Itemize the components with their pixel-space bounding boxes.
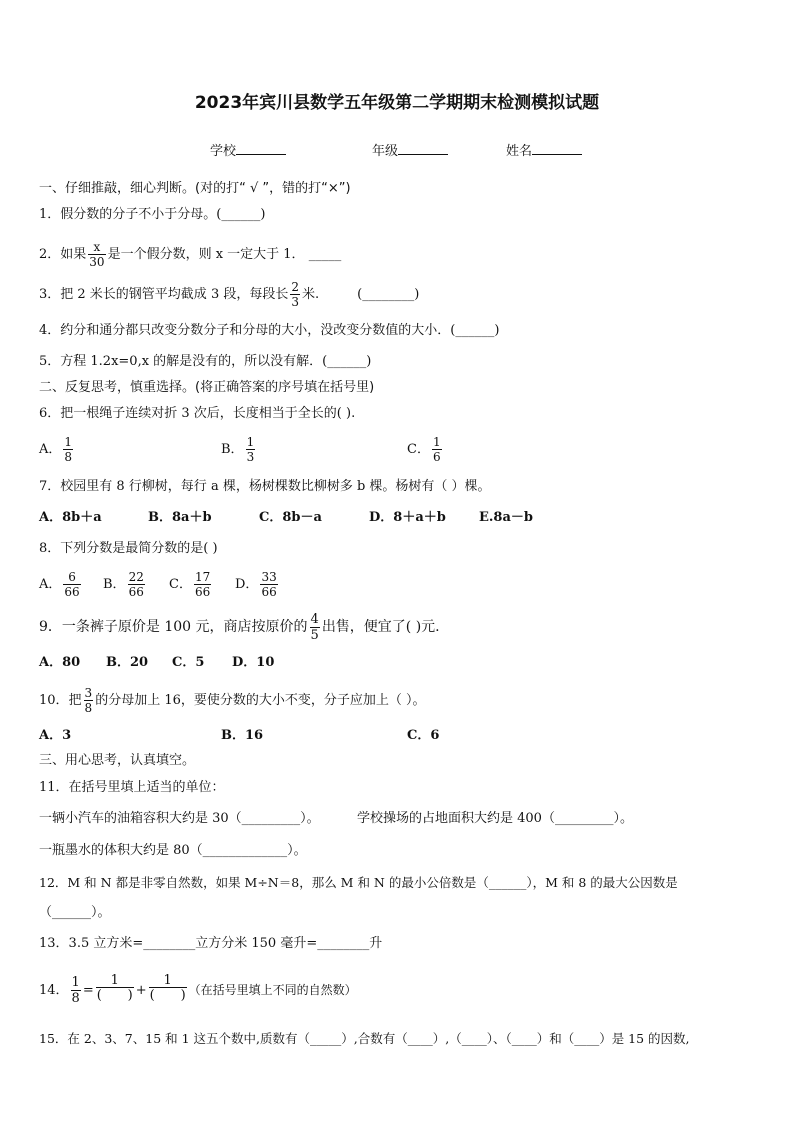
q3-fraction [290,281,300,308]
question-10 [39,684,426,718]
q11-line-2: 一瓶墨水的体积大约是 80（_____________）。 [39,843,307,858]
question-15: 15．在 2、3、7、15 和 1 这五个数中,质数有（_____）,合数有（____）,（____）、（____）和（____）是 15 的因数, [39,1031,690,1046]
q8-c-den: 66 [194,585,211,599]
q8-b-den: 66 [128,585,144,599]
q6-option-c[interactable] [407,433,444,467]
q9-denominator: 5 [310,627,319,643]
q7-option-c[interactable]: C．8b－a [259,510,322,525]
q14-f2-num: 1 [149,974,187,988]
q8-option-d-fraction [260,571,277,598]
q8-c-num: 17 [194,570,211,584]
question-7: 7．校园里有 8 行柳树，每行 a 棵，杨树棵数比柳树多 b 棵。杨树有（ ）棵。 [39,479,491,494]
q14-plus: + [135,983,147,998]
q11-line-1b: 学校操场的占地面积大约是 400（_________）。 [357,811,633,826]
q10-denominator: 8 [84,701,93,715]
school-blank[interactable] [236,142,286,155]
q2-denominator: 30 [89,255,105,269]
q6-option-a-label: A． [39,442,62,457]
q10-option-b[interactable]: B．16 [221,728,264,743]
q3-post: 米. [301,287,320,302]
q14-f1-num: 1 [96,974,134,988]
question-4: 4．约分和通分都只改变分数分子和分母的大小，没改变分数值的大小．(______) [39,323,500,338]
q8-a-num: 6 [63,571,80,585]
q14-fraction-blank-2 [149,974,187,1007]
question-8: 8．下列分数是最简分数的是( ) [39,541,218,556]
q8-option-c[interactable] [169,568,213,602]
q7-option-e[interactable]: E.8a－b [479,510,533,525]
q14-f2-den[interactable] [149,988,187,1007]
q14-f2-paren[interactable] [150,989,186,1007]
q9-option-b[interactable]: B．20 [106,655,149,670]
q10-numerator: 3 [84,686,93,700]
q2-fraction [88,241,105,268]
q8-option-a-label: A． [39,577,62,592]
q6-option-b[interactable] [221,433,257,467]
q10-option-c[interactable]: C．6 [407,728,440,743]
q9-option-c[interactable]: C．5 [172,655,205,670]
q2-pre: 2．如果 [39,247,87,262]
q8-b-num: 22 [128,570,144,584]
section-2-heading: 二、反复思考，慎重选择。(将正确答案的序号填在括号里) [39,380,375,395]
name-field[interactable] [506,140,582,159]
q14-f1-den[interactable] [96,988,134,1007]
q14-denominator: 8 [71,991,80,1006]
q9-pre: 9．一条裤子原价是 100 元，商店按原价的 [39,619,308,635]
q8-option-d-label: D． [235,577,259,592]
question-3 [39,278,419,312]
q2-numerator: x [88,241,105,255]
page-title: 2023年宾川县数学五年级第二学期期末检测模拟试题 [194,93,600,113]
grade-blank[interactable] [398,142,448,155]
q6-option-c-label: C． [407,442,430,457]
q3-numerator: 2 [291,280,299,294]
q8-option-a[interactable] [39,568,83,602]
q3-denominator: 3 [291,295,299,309]
q8-d-num: 33 [261,570,277,584]
grade-field[interactable] [372,140,448,159]
q12-line-2: （______）。 [39,905,111,920]
grade-label: 年级 [372,144,399,159]
q8-a-den: 66 [64,585,80,599]
q10-post: 的分母加上 16，要使分数的大小不变，分子应加上（ ）。 [95,693,426,708]
q8-option-b[interactable] [103,568,147,602]
q11-line-1a: 一辆小汽车的油箱容积大约是 30（_________）。 [39,811,320,826]
section-1-heading: 一、仔细推敲，细心判断。(对的打“ √ ”，错的打“×”) [39,181,351,196]
q6-option-b-fraction [246,436,256,463]
q9-post: 出售，便宜了( )元. [321,619,440,635]
q10-pre: 10．把 [39,693,82,708]
q6-option-a[interactable] [39,433,75,467]
q6-a-den: 8 [64,450,73,464]
question-2 [39,238,341,272]
section-3-heading: 三、用心思考，认真填空。 [39,753,196,768]
q10-option-a[interactable]: A．3 [39,728,72,743]
q8-option-b-label: B． [103,577,126,592]
q14-fraction [71,976,81,1005]
question-9 [39,608,440,646]
q6-option-c-fraction [432,436,442,463]
q9-fraction [310,613,320,642]
question-5: 5．方程 1.2x=0,x 的解是没有的，所以没有解．(______) [39,354,372,369]
q7-option-b[interactable]: B．8a＋b [148,510,212,525]
q14-numerator: 1 [71,975,80,990]
q8-option-c-fraction [194,571,211,598]
question-1: 1．假分数的分子不小于分母。(______) [39,207,266,222]
question-13: 13．3.5 立方米=________立方分米 150 毫升=________升 [39,936,383,951]
q3-pre: 3．把 2 米长的钢管平均截成 3 段，每段长 [39,287,289,302]
q14-pre: 14． [39,983,69,998]
q14-note: （在括号里填上不同的自然数） [188,983,357,997]
q3-paren[interactable]: (________) [357,287,420,302]
q8-option-b-fraction [128,571,145,598]
q8-option-a-fraction [63,571,80,598]
q9-option-d[interactable]: D．10 [232,655,275,670]
q7-option-a[interactable]: A．8b＋a [39,510,102,525]
school-field[interactable] [210,140,286,159]
q10-fraction [84,687,94,714]
q6-c-num: 1 [432,435,441,449]
q6-b-num: 1 [246,435,255,449]
name-blank[interactable] [532,142,582,155]
q14-fraction-blank-1 [96,974,134,1007]
q9-option-a[interactable]: A．80 [39,655,81,670]
q8-option-d[interactable] [235,568,280,602]
question-6: 6．把一根绳子连续对折 3 次后，长度相当于全长的( ). [39,406,356,421]
q8-option-c-label: C． [169,577,192,592]
q12-line-1: 12．M 和 N 都是非零自然数，如果 M÷N＝8，那么 M 和 N 的最小公倍数是（______），M 和 8 的最大公因数是 [39,875,678,890]
name-label: 姓名 [506,144,533,159]
question-14 [39,966,357,1015]
q2-post: 是一个假分数，则 x 一定大于 1． _____ [107,247,342,262]
q14-equals: = [82,983,94,998]
q9-numerator: 4 [310,611,319,627]
q6-b-den: 3 [246,450,255,464]
school-label: 学校 [210,144,237,159]
question-11: 11．在括号里填上适当的单位： [39,780,225,795]
q6-option-b-label: B． [221,442,244,457]
q6-a-num: 1 [64,435,73,449]
q6-option-a-fraction [63,436,73,463]
q14-f1-paren[interactable] [97,989,133,1007]
q7-option-d[interactable]: D．8＋a＋b [369,510,446,525]
q8-d-den: 66 [261,585,277,599]
q6-c-den: 6 [432,450,441,464]
